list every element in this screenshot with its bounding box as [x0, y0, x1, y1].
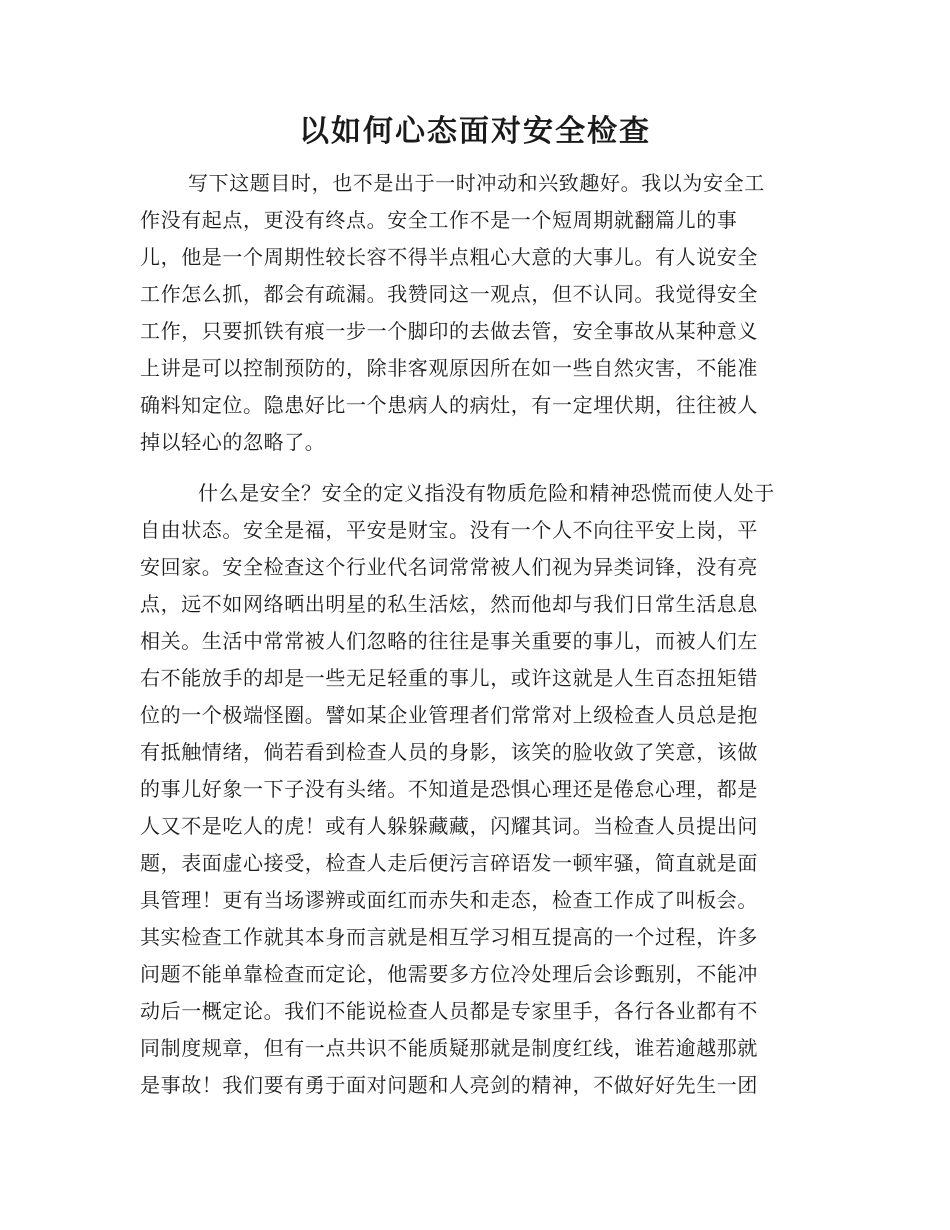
paragraph-2-line-12: 具管理！更有当场谬辨或面红而赤失和走态，检查工作成了叫板会。 — [140, 888, 758, 912]
paragraph-2-line-1: 什么是安全？安全的定义指没有物质危险和精神恐慌而使人处于 — [198, 481, 775, 505]
paragraph-2-line-9: 的事儿好象一下子没有头绪。不知道是恐惧心理还是倦怠心理，都是 — [140, 777, 758, 801]
paragraph-2-line-2: 自由状态。安全是福，平安是财宝。没有一个人不向往平安上岗，平 — [140, 518, 758, 542]
paragraph-2-line-5: 相关。生活中常常被人们忽略的往往是事关重要的事儿，而被人们左 — [140, 629, 758, 653]
paragraph-2-line-6: 右不能放手的却是一些无足轻重的事儿，或许这就是人生百态扭矩错 — [140, 666, 758, 690]
paragraph-1-line-6: 上讲是可以控制预防的，除非客观原因所在如一些自然灾害，不能准 — [140, 356, 758, 380]
paragraph-1-line-3: 儿，他是一个周期性较长容不得半点粗心大意的大事儿。有人说安全 — [140, 245, 758, 269]
paragraph-2-line-11: 题，表面虚心接受，检查人走后便污言碎语发一顿牢骚，简直就是面 — [140, 851, 758, 875]
paragraph-2-line-8: 有抵触情绪，倘若看到检查人员的身影，该笑的脸收敛了笑意，该做 — [140, 740, 758, 764]
document-title: 以如何心态面对安全检查 — [299, 114, 651, 149]
paragraph-2-line-14: 问题不能单靠检查而定论，他需要多方位冷处理后会诊甄别，不能冲 — [140, 962, 758, 986]
paragraph-1-line-7: 确料知定位。隐患好比一个患病人的病灶，有一定埋伏期，往往被人 — [140, 393, 758, 417]
paragraph-1-line-4: 工作怎么抓，都会有疏漏。我赞同这一观点，但不认同。我觉得安全 — [140, 282, 758, 306]
paragraph-2-line-7: 位的一个极端怪圈。譬如某企业管理者们常常对上级检查人员总是抱 — [140, 703, 758, 727]
paragraph-1-line-1: 写下这题目时，也不是出于一时冲动和兴致趣好。我以为安全工 — [188, 171, 765, 195]
paragraph-2-line-17: 是事故！我们要有勇于面对问题和人亮剑的精神，不做好好先生一团 — [140, 1073, 758, 1097]
paragraph-2-line-16: 同制度规章，但有一点共识不能质疑那就是制度红线，谁若逾越那就 — [140, 1036, 758, 1060]
paragraph-1-line-5: 工作，只要抓铁有痕一步一个脚印的去做去管，安全事故从某种意义 — [140, 319, 758, 343]
paragraph-2-line-13: 其实检查工作就其本身而言就是相互学习相互提高的一个过程，许多 — [140, 925, 758, 949]
paragraph-2-line-10: 人又不是吃人的虎！或有人躲躲藏藏，闪耀其词。当检查人员提出问 — [140, 814, 758, 838]
paragraph-2-line-3: 安回家。安全检查这个行业代名词常常被人们视为异类词锋，没有亮 — [140, 555, 758, 579]
paragraph-1-line-2: 作没有起点，更没有终点。安全工作不是一个短周期就翻篇儿的事 — [140, 208, 738, 232]
paragraph-2-line-4: 点，远不如网络晒出明星的私生活炫，然而他却与我们日常生活息息 — [140, 592, 758, 616]
paragraph-1-line-8: 掉以轻心的忽略了。 — [140, 430, 326, 454]
paragraph-2-line-15: 动后一概定论。我们不能说检查人员都是专家里手，各行各业都有不 — [140, 999, 758, 1023]
